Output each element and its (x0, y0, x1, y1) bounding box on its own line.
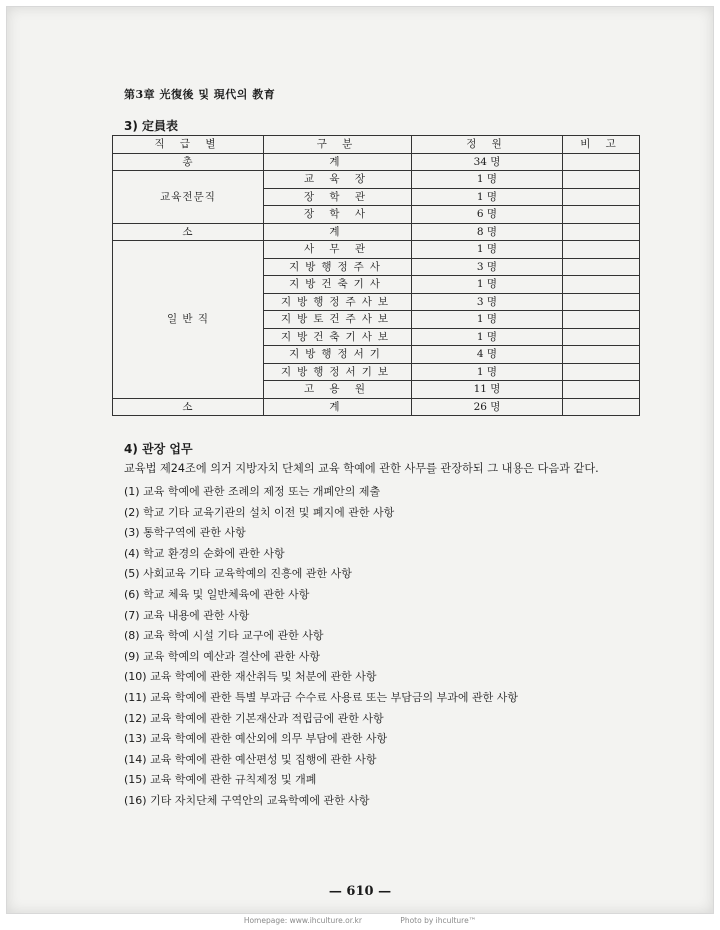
cell-note (563, 206, 640, 224)
cell-note (563, 258, 640, 276)
photo-credit-text: Photo by ihculture™ (400, 916, 477, 925)
list-item: (4) 학교 환경의 순화에 관한 사항 (124, 546, 285, 560)
list-item: (11) 교육 학예에 관한 특별 부과금 수수료 사용료 또는 부담금의 부과에 관한 사항 (124, 690, 518, 704)
cell-position: 지방행정서기보 (264, 363, 412, 381)
cell-note (563, 381, 640, 399)
list-item: (14) 교육 학예에 관한 예산편성 및 집행에 관한 사항 (124, 752, 377, 766)
list-item: (6) 학교 체육 및 일반체육에 관한 사항 (124, 587, 310, 601)
cell-note (563, 311, 640, 329)
cell-note (563, 276, 640, 294)
cell-position: 지방행정주사 (264, 258, 412, 276)
table-row (113, 171, 640, 189)
list-item: (12) 교육 학예에 관한 기본재산과 적립금에 관한 사항 (124, 711, 384, 725)
cell-count: 3 명 (412, 258, 563, 276)
list-item: (8) 교육 학예 시설 기타 교구에 관한 사항 (124, 629, 324, 643)
cell-note (563, 188, 640, 206)
col-header: 구 분 (264, 136, 412, 154)
table-header-row (113, 136, 640, 154)
section-title-duties: 4) 관장 업무 (124, 442, 193, 456)
table-row (113, 153, 640, 171)
cell-position: 교 육 장 (264, 171, 412, 189)
table-body (113, 153, 640, 416)
cell-count: 26 명 (412, 398, 563, 416)
cell-count: 8 명 (412, 223, 563, 241)
staff-quota-table (112, 135, 640, 416)
cell-position: 지방건축기사 (264, 276, 412, 294)
list-item: (15) 교육 학예에 관한 규칙제정 및 개폐 (124, 773, 317, 787)
homepage-credit: Homepage: www.ihculture.or.kr (243, 916, 362, 925)
cell-position: 지방행정주사보 (264, 293, 412, 311)
cell-count: 4 명 (412, 346, 563, 364)
col-header: 비 고 (563, 136, 640, 154)
cell-position: 지방건축기사보 (264, 328, 412, 346)
cell-count: 1 명 (412, 363, 563, 381)
page-number: — 610 — (328, 884, 392, 899)
col-header: 직 급 별 (113, 136, 264, 154)
cell-note (563, 346, 640, 364)
cell-position: 사 무 관 (264, 241, 412, 259)
col-header: 정 원 (412, 136, 563, 154)
section-title-staff: 3) 定員表 (124, 119, 179, 133)
table-row (113, 398, 640, 416)
table-row (113, 241, 640, 259)
cell-note (563, 171, 640, 189)
cell-category: 일 반 직 (113, 241, 264, 399)
cell-category: 총 (113, 153, 264, 171)
cell-note (563, 153, 640, 171)
cell-count: 1 명 (412, 188, 563, 206)
cell-count: 1 명 (412, 328, 563, 346)
list-item: (9) 교육 학예의 예산과 결산에 관한 사항 (124, 649, 320, 663)
cell-count: 1 명 (412, 311, 563, 329)
cell-position: 지방행정서기 (264, 346, 412, 364)
cell-note (563, 363, 640, 381)
cell-position: 고 용 원 (264, 381, 412, 399)
chapter-header: 第3章 光復後 및 現代의 教育 (124, 88, 276, 101)
list-item: (1) 교육 학예에 관한 조례의 제정 또는 개폐안의 제출 (124, 485, 381, 498)
cell-note (563, 223, 640, 241)
list-item: (16) 기타 자치단체 구역안의 교육학예에 관한 사항 (124, 793, 370, 807)
cell-position: 지방토건주사보 (264, 311, 412, 329)
cell-count: 1 명 (412, 276, 563, 294)
list-item: (5) 사회교육 기타 교육학예의 진흥에 관한 사항 (124, 567, 352, 581)
duties-intro: 교육법 제24조에 의거 지방자치 단체의 교육 학예에 관한 사무를 관장하되 그 내용은 다음과 같다. (124, 462, 599, 475)
cell-category: 소 (113, 398, 264, 416)
cell-count: 6 명 (412, 206, 563, 224)
list-item: (7) 교육 내용에 관한 사항 (124, 608, 250, 622)
cell-count: 11 명 (412, 381, 563, 399)
duties-list (124, 482, 518, 812)
list-item: (10) 교육 학예에 관한 재산취득 및 처분에 관한 사항 (124, 670, 377, 684)
cell-count: 3 명 (412, 293, 563, 311)
list-item: (2) 학교 기타 교육기관의 설치 이전 및 폐지에 관한 사항 (124, 505, 395, 519)
cell-position: 장 학 관 (264, 188, 412, 206)
list-item: (3) 통학구역에 관한 사항 (124, 526, 246, 540)
cell-count: 1 명 (412, 171, 563, 189)
cell-position: 장 학 사 (264, 206, 412, 224)
photo-credit (0, 916, 720, 925)
cell-note (563, 398, 640, 416)
cell-position: 계 (264, 153, 412, 171)
cell-count: 1 명 (412, 241, 563, 259)
cell-note (563, 241, 640, 259)
cell-position: 계 (264, 223, 412, 241)
cell-note (563, 293, 640, 311)
cell-note (563, 328, 640, 346)
list-item: (13) 교육 학예에 관한 예산외에 의무 부담에 관한 사항 (124, 732, 388, 746)
cell-category: 교육전문직 (113, 171, 264, 224)
cell-count: 34 명 (412, 153, 563, 171)
table-row (113, 223, 640, 241)
cell-category: 소 (113, 223, 264, 241)
cell-position: 계 (264, 398, 412, 416)
